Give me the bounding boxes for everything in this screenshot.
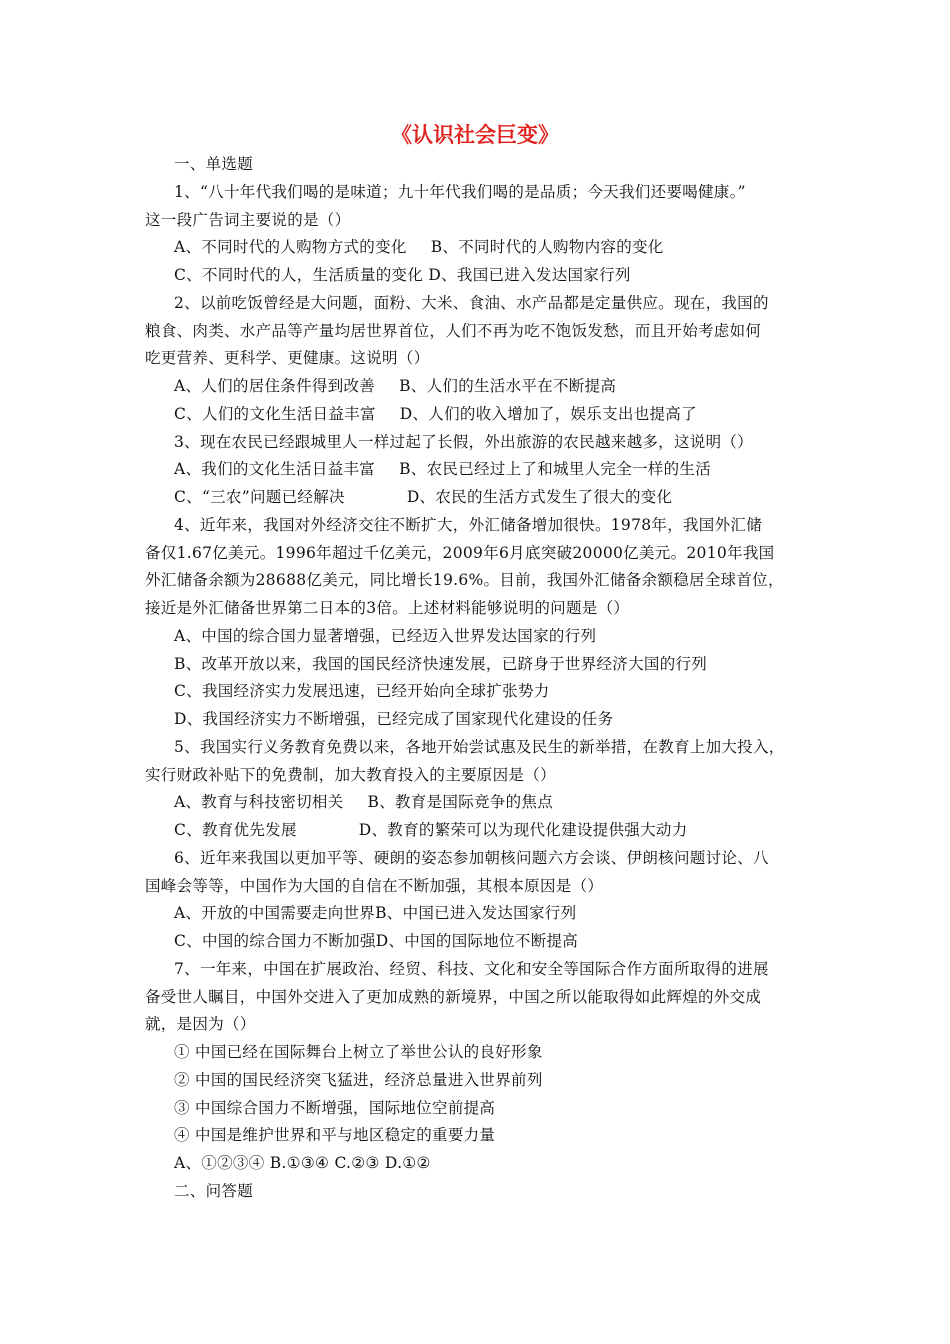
option-a: A、教育与科技密切相关 (174, 793, 344, 812)
question-3-stem: 3、现在农民已经跟城里人一样过起了长假，外出旅游的农民越来越多，这说明（） (174, 432, 753, 451)
question-2-stem-cont: 吃更营养、更科学、更健康。这说明（） (145, 349, 430, 368)
question-5-stem-cont: 实行财政补贴下的免费制，加大教育投入的主要原因是（） (145, 765, 556, 784)
section-heading: 二、问答题 (174, 1181, 254, 1200)
question-6-options-cd: C、中国的综合国力不断加强D、中国的国际地位不断提高 (174, 932, 579, 950)
document-title: 《认识社会巨变》 (391, 123, 559, 147)
question-7-statement-1: ① 中国已经在国际舞台上树立了举世公认的良好形象 (174, 1043, 543, 1061)
question-3-options-cd (0, 484, 950, 512)
question-4-option-d: D、我国经济实力不断增强，已经完成了国家现代化建设的任务 (174, 710, 614, 728)
question-7-stem: 7、一年来，中国在扩展政治、经贸、科技、文化和安全等国际合作方面所取得的进展 (174, 959, 769, 978)
question-3-options-ab (0, 456, 950, 484)
question-5-options-cd (0, 817, 950, 845)
question-4-option-b: B、改革开放以来，我国的国民经济快速发展，已跻身于世界经济大国的行列 (174, 654, 708, 673)
question-2-options-ab (0, 373, 950, 401)
section-heading: 一、单选题 (174, 155, 254, 173)
option-d: D、农民的生活方式发生了很大的变化 (406, 488, 673, 506)
question-2-stem-cont: 粮食、肉类、水产品等产量均居世界首位，人们不再为吃不饱饭发愁，而且开始考虑如何 (145, 321, 762, 340)
option-b: B、不同时代的人购物内容的变化 (430, 238, 664, 257)
option-b: B、人们的生活水平在不断提高 (399, 377, 617, 395)
question-1-stem: 1、“八十年代我们喝的是味道；九十年代我们喝的是品质；今天我们还要喝健康。” (174, 182, 746, 201)
option-a: A、人们的居住条件得到改善 (174, 377, 376, 395)
question-list (0, 151, 950, 1206)
question-4-option-c: C、我国经济实力发展迅速，已经开始向全球扩张势力 (174, 682, 550, 701)
question-5-stem: 5、我国实行义务教育免费以来，各地开始尝试惠及民生的新举措，在教育上加大投入， (174, 737, 785, 756)
option-a: A、不同时代的人购物方式的变化 (174, 238, 407, 257)
option-c: C、不同时代的人，生活质量的变化 (174, 266, 424, 284)
option-a: A、我们的文化生活日益丰富 (174, 460, 376, 479)
question-1-options-ab (0, 234, 950, 262)
option-d: D、教育的繁荣可以为现代化建设提供强大动力 (358, 821, 688, 839)
question-7-options: A、①②③④ B.①③④ C.②③ D.①② (174, 1154, 431, 1172)
question-4-stem: 4、近年来，我国对外经济交往不断扩大，外汇储备增加很快。1978年，我国外汇储 (174, 515, 763, 534)
question-6-options-ab: A、开放的中国需要走向世界B、中国已进入发达国家行列 (174, 904, 577, 923)
question-1-options-cd (0, 262, 950, 290)
option-d: D、我国已进入发达国家行列 (428, 266, 631, 284)
question-4-stem-cont: 外汇储备余额为28688亿美元，同比增长19.6%。目前，我国外汇储备余额稳居全球首位， (145, 571, 784, 590)
question-6-stem: 6、近年来我国以更加平等、硬朗的姿态参加朝核问题六方会谈、伊朗核问题讨论、八 (174, 848, 769, 867)
option-c: C、人们的文化生活日益丰富 (174, 404, 376, 423)
question-4-option-a: A、中国的综合国力显著增强，已经迈入世界发达国家的行列 (174, 626, 597, 645)
question-2-stem: 2、以前吃饭曾经是大问题，面粉、大米、食油、水产品都是定量供应。现在，我国的 (174, 293, 769, 312)
question-7-statement-4: ④ 中国是维护世界和平与地区稳定的重要力量 (174, 1126, 496, 1145)
option-c: C、“三农”问题已经解决 (174, 488, 345, 506)
question-7-statement-2: ② 中国的国民经济突飞猛进，经济总量进入世界前列 (174, 1070, 543, 1089)
question-4-stem-cont: 接近是外汇储备世界第二日本的3倍。上述材料能够说明的问题是（） (145, 599, 630, 617)
question-7-statement-3: ③ 中国综合国力不断增强，国际地位空前提高 (174, 1098, 496, 1117)
option-b: B、教育是国际竞争的焦点 (367, 793, 553, 812)
question-1-stem-cont: 这一段广告词主要说的是（） (145, 210, 351, 229)
question-7-stem-cont: 就，是因为（） (145, 1015, 256, 1034)
question-7-stem-cont: 备受世人瞩目，中国外交进入了更加成熟的新境界，中国之所以能取得如此辉煌的外交成 (145, 987, 762, 1006)
option-d: D、人们的收入增加了，娱乐支出也提高了 (399, 404, 697, 423)
question-6-stem-cont: 国峰会等等，中国作为大国的自信在不断加强，其根本原因是（） (145, 876, 604, 895)
question-2-options-cd (0, 401, 950, 429)
option-c: C、教育优先发展 (174, 821, 297, 839)
question-5-options-ab (0, 789, 950, 817)
question-4-stem-cont: 备仅1.67亿美元。1996年超过千亿美元，2009年6月底突破20000亿美元。2010年我国 (145, 543, 775, 562)
option-b: B、农民已经过上了和城里人完全一样的生活 (399, 460, 712, 479)
